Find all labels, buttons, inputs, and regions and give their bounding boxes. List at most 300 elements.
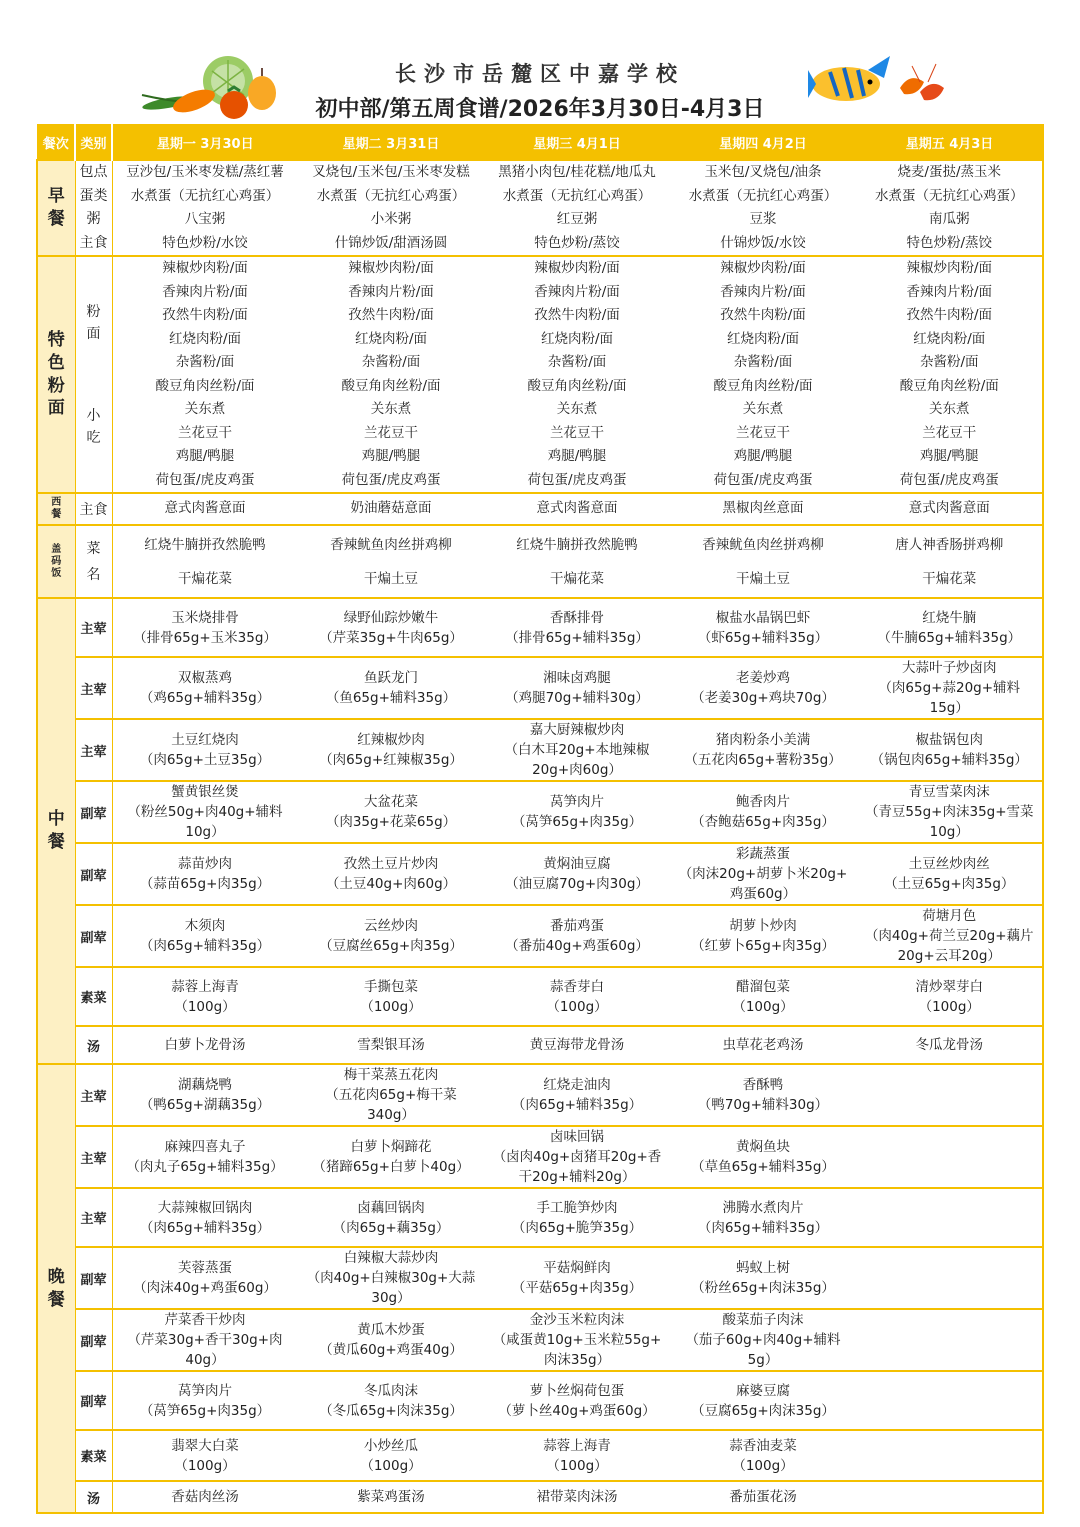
menu-dish: 黄瓜木炒蛋 — [357, 1322, 425, 1338]
menu-dish: 关东煮 — [742, 401, 784, 417]
dinner-cell — [112, 1371, 298, 1430]
dinner-cell — [112, 1430, 298, 1481]
dinner-category: 主荤 — [75, 1188, 112, 1247]
menu-dish: （蒜苗65g+肉35g） — [139, 876, 271, 892]
menu-dish: 双椒蒸鸡 — [178, 670, 232, 686]
dinner-category: 副荤 — [75, 1309, 112, 1371]
lunch-row — [37, 719, 1043, 781]
menu-dish: （粉丝50g+肉40g+辅料 — [127, 804, 283, 820]
menu-dish: 孜然牛肉粉/面 — [348, 307, 434, 323]
menu-dish: 辣椒炒肉粉/面 — [720, 260, 806, 276]
menu-dish: 蟹黄银丝煲 — [171, 784, 239, 800]
menu-dish: （萝卜丝40g+鸡蛋60g） — [498, 1402, 656, 1419]
lunch-category: 素菜 — [75, 967, 112, 1026]
snack-category-label: 小吃 — [86, 407, 101, 446]
col-day-header: 星期二 3月31日 — [298, 125, 484, 161]
menu-dish: 猪肉粉条小美满 — [715, 732, 811, 748]
menu-dish: 鸡腿/鸭腿 — [361, 448, 421, 464]
lunch-row — [37, 905, 1043, 967]
menu-dish: 5g） — [747, 1352, 779, 1368]
dinner-cell — [670, 1247, 856, 1309]
menu-dish: 水煮蛋（无抗红心鸡蛋） — [875, 187, 1024, 204]
menu-dish: （五花肉65g+梅干菜 — [325, 1087, 457, 1103]
menu-dish: （肉40g+白辣椒30g+大蒜 — [306, 1270, 476, 1286]
menu-dish: 绿野仙踪炒嫩牛 — [343, 609, 439, 626]
menu-dish: （莴笋65g+肉35g） — [139, 1402, 271, 1419]
menu-dish: 酸豆角肉丝粉/面 — [527, 377, 627, 394]
menu-dish: （鸭65g+湖藕35g） — [139, 1097, 271, 1113]
menu-dish: 红烧肉粉/面 — [726, 330, 800, 347]
col-meal-header: 餐次 — [37, 125, 75, 161]
menu-dish: 麻辣四喜丸子 — [164, 1139, 246, 1155]
menu-dish: 辣椒炒肉粉/面 — [348, 260, 434, 276]
col-day-header: 星期五 4月3日 — [856, 125, 1043, 161]
lunch-cell — [856, 1026, 1043, 1064]
menu-dish: （鸭70g+辅料30g） — [697, 1097, 829, 1113]
dinner-category: 主荤 — [75, 1064, 112, 1126]
menu-dish: 杂酱粉/面 — [361, 354, 421, 370]
menu-dish: （鱼65g+辅料35g） — [325, 690, 457, 706]
breakfast-row — [37, 160, 1043, 256]
dinner-cell — [856, 1481, 1043, 1513]
col-category-header: 类别 — [75, 125, 112, 161]
menu-dish: 20g+云耳20g） — [897, 948, 1001, 964]
menu-dish: 辣椒炒肉粉/面 — [906, 260, 993, 276]
lunch-category: 主荤 — [75, 719, 112, 781]
lunch-category: 主荤 — [75, 598, 112, 657]
menu-dish: 30g） — [371, 1290, 411, 1306]
menu-dish: （猪蹄65g+白萝卜40g） — [312, 1159, 470, 1175]
lunch-cell — [484, 843, 670, 905]
lunch-cell — [670, 967, 856, 1026]
breakfast-cell — [670, 160, 856, 256]
menu-dish: 关东煮 — [556, 401, 598, 417]
menu-dish: （黄瓜60g+鸡蛋40g） — [319, 1342, 463, 1358]
lunch-cell — [112, 843, 298, 905]
menu-dish: 水煮蛋（无抗红心鸡蛋） — [502, 187, 652, 204]
menu-dish: 包点 — [79, 164, 108, 180]
dinner-cell — [112, 1247, 298, 1309]
menu-dish: 番茄鸡蛋 — [550, 918, 604, 934]
menu-dish: 黄焖鱼块 — [736, 1139, 790, 1155]
menu-dish: （土豆40g+肉60g） — [325, 876, 457, 892]
dinner-row — [37, 1371, 1043, 1430]
menu-dish: 10g） — [185, 824, 225, 840]
lunch-row — [37, 1026, 1043, 1064]
menu-dish: （肉65g+土豆35g） — [139, 752, 271, 768]
menu-dish: 干煸花菜 — [178, 570, 232, 587]
menu-dish: （番茄40g+鸡蛋60g） — [505, 938, 649, 954]
dinner-cell — [298, 1430, 484, 1481]
menu-dish: 香辣肉片粉/面 — [534, 283, 620, 300]
menu-dish: 杂酱粉/面 — [547, 354, 607, 370]
dinner-row — [37, 1126, 1043, 1188]
menu-dish: 兰花豆干 — [736, 424, 790, 441]
menu-dish: 辣椒炒肉粉/面 — [534, 260, 620, 276]
dinner-category: 主荤 — [75, 1126, 112, 1188]
menu-dish: 荷包蛋/虎皮鸡蛋 — [155, 471, 255, 488]
menu-dish: 杂酱粉/面 — [919, 354, 979, 370]
menu-dish: 椒盐水晶锅巴虾 — [715, 609, 811, 626]
menu-dish: （草鱼65g+辅料35g） — [691, 1159, 835, 1175]
menu-dish: 杂酱粉/面 — [733, 354, 793, 370]
lunch-row — [37, 967, 1043, 1026]
menu-dish: 酸豆角肉丝粉/面 — [341, 377, 441, 394]
breakfast-categories — [75, 160, 112, 256]
menu-dish: 酸豆角肉丝粉/面 — [899, 377, 999, 394]
dinner-cell — [484, 1481, 670, 1513]
menu-dish: 卤味回锅 — [550, 1129, 604, 1145]
menu-dish: 荷包蛋/虎皮鸡蛋 — [899, 471, 999, 488]
breakfast-cell — [298, 160, 484, 256]
noodles-cell — [484, 256, 670, 493]
menu-dish: 麻婆豆腐 — [736, 1382, 790, 1399]
lunch-row — [37, 843, 1043, 905]
menu-dish: （杏鲍菇65g+肉35g） — [691, 814, 835, 830]
menu-dish: 香酥排骨 — [550, 609, 604, 626]
menu-dish: 红烧肉粉/面 — [354, 330, 428, 347]
menu-dish: 萝卜丝焖荷包蛋 — [529, 1382, 625, 1399]
lunch-cell — [670, 719, 856, 781]
menu-dish: （青豆55g+肉沫35g+雪菜 — [864, 804, 1034, 820]
menu-dish: 沸腾水煮肉片 — [722, 1199, 804, 1216]
menu-dish: 香辣肉片粉/面 — [348, 283, 434, 300]
lunch-cell — [670, 905, 856, 967]
dinner-cell — [670, 1188, 856, 1247]
dinner-cell — [112, 1188, 298, 1247]
dinner-cell — [484, 1064, 670, 1126]
lunch-cell — [484, 598, 670, 657]
lunch-cell — [484, 905, 670, 967]
menu-dish: 翡翠大白菜 — [171, 1437, 239, 1454]
dinner-category: 副荤 — [75, 1247, 112, 1309]
menu-dish: 香菇肉丝汤 — [171, 1489, 239, 1505]
dinner-cell — [484, 1247, 670, 1309]
breakfast-cell — [112, 160, 298, 256]
menu-dish: 香辣鱿鱼肉丝拼鸡柳 — [702, 536, 824, 553]
menu-dish: 荷包蛋/虎皮鸡蛋 — [527, 471, 627, 488]
western-category: 主食 — [75, 493, 112, 525]
menu-dish: （鸡65g+辅料35g） — [139, 690, 271, 706]
lunch-cell — [112, 905, 298, 967]
lunch-row — [37, 598, 1043, 657]
menu-dish: 兰花豆干 — [922, 424, 977, 441]
menu-dish: （牛腩65g+辅料35g） — [877, 629, 1022, 646]
menu-dish: 香辣肉片粉/面 — [720, 283, 806, 300]
rice-bowl-category: 菜 名 — [75, 525, 112, 598]
menu-dish: 干煸花菜 — [550, 570, 604, 587]
western-cell — [856, 493, 1043, 525]
menu-dish: 梅干菜蒸五花肉 — [343, 1067, 439, 1083]
menu-dish: 唐人神香肠拼鸡柳 — [895, 536, 1004, 553]
lunch-cell — [484, 967, 670, 1026]
menu-dish: 香辣肉片粉/面 — [906, 283, 993, 300]
menu-dish: 冬瓜龙骨汤 — [915, 1037, 983, 1053]
lunch-cell — [484, 719, 670, 781]
menu-dish: 鸡蛋60g） — [729, 886, 797, 902]
menu-dish: （粉丝65g+肉沫35g） — [691, 1280, 835, 1296]
menu-dish: 兰花豆干 — [364, 424, 418, 441]
lunch-row — [37, 781, 1043, 843]
school-name: 长沙市岳麓区中嘉学校 — [395, 62, 685, 86]
menu-dish: （肉65g+辅料35g） — [697, 1219, 829, 1236]
dinner-cell — [298, 1371, 484, 1430]
menu-dish: 杂酱粉/面 — [175, 354, 235, 370]
dinner-row — [37, 1481, 1043, 1513]
menu-dish: （茄子60g+肉40g+辅料 — [685, 1332, 841, 1348]
menu-dish: 意式肉酱意面 — [908, 500, 990, 517]
menu-dish: （100g） — [732, 1457, 794, 1474]
menu-dish: （卤肉40g+卤猪耳20g+香 — [492, 1149, 662, 1165]
dinner-category: 素菜 — [75, 1430, 112, 1481]
menu-dish: 特色炒粉/水饺 — [162, 234, 248, 251]
menu-dish: 红烧牛腩 — [922, 609, 977, 626]
menu-dish: 香酥鸭 — [742, 1077, 784, 1093]
dinner-cell — [112, 1126, 298, 1188]
menu-dish: 莴笋肉片 — [178, 1382, 232, 1399]
menu-dish: （100g） — [360, 1457, 422, 1474]
noodles-row — [37, 256, 1043, 493]
menu-dish: 蚂蚁上树 — [736, 1260, 790, 1276]
lunch-category: 汤 — [75, 1026, 112, 1064]
menu-dish: （100g） — [732, 998, 794, 1015]
fish-shrimp-illustration — [808, 52, 948, 112]
western-cell — [112, 493, 298, 525]
menu-dish: 手撕包菜 — [364, 978, 418, 995]
menu-dish: 番茄蛋花汤 — [729, 1489, 797, 1505]
rice-bowl-cell — [484, 525, 670, 598]
dinner-cell — [484, 1126, 670, 1188]
menu-dish: 烧麦/蛋挞/蒸玉米 — [897, 164, 1002, 180]
menu-title: 初中部/第五周食谱/2026年3月30日-4月3日 — [315, 97, 765, 122]
menu-dish: 蒜蓉上海青 — [543, 1437, 611, 1454]
menu-dish: 红烧肉粉/面 — [168, 330, 242, 347]
menu-dish: 孜然土豆片炒肉 — [343, 856, 439, 872]
dinner-row — [37, 1247, 1043, 1309]
menu-dish: （咸蛋黄10g+玉米粒55g+ — [492, 1332, 662, 1348]
rice-bowl-cell — [670, 525, 856, 598]
menu-dish: 胡萝卜炒肉 — [729, 918, 797, 934]
dinner-cell — [298, 1247, 484, 1309]
menu-dish: （豆腐丝65g+肉35g） — [319, 938, 463, 954]
menu-dish: 醋溜包菜 — [736, 978, 790, 995]
menu-dish: 关东煮 — [184, 401, 226, 417]
dinner-cell — [856, 1371, 1043, 1430]
col-day-header: 星期一 3月30日 — [112, 125, 298, 161]
lunch-cell — [670, 1026, 856, 1064]
menu-dish: （芹菜35g+牛肉65g） — [319, 629, 463, 646]
menu-dish: 土豆丝炒肉丝 — [908, 856, 990, 872]
menu-dish: 椒盐锅包肉 — [915, 732, 983, 748]
menu-dish: 20g+肉60g） — [532, 762, 622, 778]
menu-dish: 蒜苗炒肉 — [178, 856, 232, 872]
lunch-cell — [112, 1026, 298, 1064]
menu-dish: 小炒丝瓜 — [364, 1437, 418, 1454]
menu-dish: 青豆雪菜肉沫 — [908, 784, 990, 800]
dinner-cell — [670, 1064, 856, 1126]
lunch-category: 主荤 — [75, 657, 112, 719]
menu-dish: 荷包蛋/虎皮鸡蛋 — [713, 471, 813, 488]
dinner-row — [37, 1064, 1043, 1126]
dinner-cell — [112, 1481, 298, 1513]
menu-dish: 肉沫35g） — [543, 1352, 611, 1368]
dinner-cell — [298, 1064, 484, 1126]
menu-dish: （肉40g+荷兰豆20g+藕片 — [864, 928, 1034, 944]
menu-dish: （排骨65g+辅料35g） — [505, 629, 649, 646]
dinner-cell — [112, 1309, 298, 1371]
menu-dish: （100g） — [360, 998, 422, 1015]
menu-dish: 主食 — [79, 234, 108, 251]
lunch-row — [37, 657, 1043, 719]
menu-dish: 蒜蓉上海青 — [171, 978, 239, 995]
menu-dish: 15g） — [929, 700, 969, 716]
menu-dish: 木须肉 — [184, 918, 226, 934]
lunch-cell — [112, 967, 298, 1026]
menu-dish: 红豆粥 — [556, 211, 598, 227]
noodles-cell — [112, 256, 298, 493]
lunch-cell — [298, 1026, 484, 1064]
menu-dish: 清炒翠芽白 — [915, 978, 983, 995]
menu-dish: 孜然牛肉粉/面 — [906, 307, 993, 323]
noodles-cell — [670, 256, 856, 493]
dinner-cell — [670, 1126, 856, 1188]
menu-dish: 湖藕烧鸭 — [178, 1077, 232, 1093]
dinner-row — [37, 1188, 1043, 1247]
rice-bowl-cell — [298, 525, 484, 598]
menu-dish: （肉65g+蒜20g+辅料 — [878, 680, 1021, 696]
lunch-cell — [670, 843, 856, 905]
menu-dish: 干煸土豆 — [736, 570, 790, 587]
menu-dish: 红烧牛腩拼孜然脆鸭 — [144, 536, 266, 553]
noodles-categories — [75, 256, 112, 493]
lunch-cell — [856, 781, 1043, 843]
noodles-cell — [298, 256, 484, 493]
menu-dish: 关东煮 — [929, 401, 970, 417]
menu-dish: 嘉大厨辣椒炒肉 — [529, 722, 625, 738]
dinner-cell — [856, 1064, 1043, 1126]
western-cell — [298, 493, 484, 525]
menu-dish: 黄豆海带龙骨汤 — [529, 1037, 625, 1053]
lunch-cell — [112, 657, 298, 719]
lunch-cell — [112, 598, 298, 657]
menu-dish: 特色炒粉/蒸饺 — [534, 234, 620, 251]
menu-dish: 平菇焖鲜肉 — [543, 1260, 611, 1276]
menu-dish: 红烧牛腩拼孜然脆鸭 — [516, 536, 638, 553]
menu-dish: 干煸土豆 — [364, 570, 418, 587]
menu-dish: 蒜香芽白 — [550, 978, 604, 995]
menu-dish: （肉65g+红辣椒35g） — [319, 752, 463, 768]
lunch-cell — [484, 657, 670, 719]
menu-dish: 酸豆角肉丝粉/面 — [713, 377, 813, 394]
menu-dish: 紫菜鸡蛋汤 — [357, 1489, 425, 1505]
menu-dish: 酸菜茄子肉沫 — [722, 1312, 804, 1328]
menu-dish: 兰花豆干 — [178, 424, 232, 441]
rice-bowl-cell — [856, 525, 1043, 598]
menu-dish: 香辣肉片粉/面 — [162, 283, 248, 300]
dinner-cell — [298, 1309, 484, 1371]
menu-dish: 干20g+辅料20g） — [518, 1169, 636, 1185]
menu-dish: （100g） — [546, 998, 608, 1015]
menu-dish: 40g） — [185, 1352, 225, 1368]
lunch-cell — [298, 967, 484, 1026]
breakfast-cell — [484, 160, 670, 256]
western-row — [37, 493, 1043, 525]
menu-dish: （100g） — [546, 1457, 608, 1474]
menu-dish: 黑椒肉丝意面 — [722, 500, 804, 517]
menu-dish: 水煮蛋（无抗红心鸡蛋） — [316, 187, 466, 204]
menu-dish: 虫草花老鸡汤 — [722, 1037, 804, 1053]
menu-dish: 雪梨银耳汤 — [357, 1037, 425, 1053]
menu-dish: 孜然牛肉粉/面 — [534, 307, 620, 323]
menu-dish: （肉沫40g+鸡蛋60g） — [133, 1280, 277, 1296]
menu-dish: 红烧肉粉/面 — [913, 330, 986, 347]
dinner-row — [37, 1430, 1043, 1481]
menu-dish: 卤藕回锅肉 — [357, 1199, 425, 1216]
menu-dish: 340g） — [367, 1107, 415, 1123]
menu-dish: （油豆腐70g+肉30g） — [505, 876, 649, 892]
menu-dish: 粥 — [86, 211, 101, 227]
dinner-cell — [856, 1309, 1043, 1371]
menu-dish: 意式肉酱意面 — [536, 500, 618, 517]
menu-dish: （锅包肉65g+辅料35g） — [870, 752, 1028, 768]
dinner-cell — [856, 1126, 1043, 1188]
menu-dish: 大蒜辣椒回锅肉 — [157, 1199, 253, 1216]
menu-dish: 白萝卜龙骨汤 — [164, 1037, 246, 1053]
dinner-cell — [856, 1247, 1043, 1309]
menu-dish: 鸡腿/鸭腿 — [175, 448, 235, 464]
lunch-cell — [484, 781, 670, 843]
lunch-cell — [298, 657, 484, 719]
dinner-category: 汤 — [75, 1481, 112, 1513]
menu-dish: 八宝粥 — [184, 211, 226, 227]
section-lunch: 中 餐 — [37, 598, 75, 1064]
menu-dish: （老姜30g+鸡块70g） — [691, 690, 835, 706]
menu-dish: （土豆65g+肉35g） — [884, 876, 1015, 892]
col-day-header: 星期三 4月1日 — [484, 125, 670, 161]
lunch-category: 副荤 — [75, 843, 112, 905]
lunch-cell — [484, 1026, 670, 1064]
lunch-cell — [112, 781, 298, 843]
dinner-cell — [670, 1430, 856, 1481]
menu-dish: （肉65g+辅料35g） — [139, 938, 271, 954]
menu-dish: 豆沙包/玉米枣发糕/蒸红薯 — [126, 164, 284, 180]
menu-dish: 干煸花菜 — [922, 570, 977, 587]
menu-dish: 豆浆 — [749, 211, 777, 227]
menu-dish: 什锦炒饭/甜酒汤圆 — [334, 234, 448, 251]
breakfast-cell — [856, 160, 1043, 256]
menu-dish: 荷包蛋/虎皮鸡蛋 — [341, 471, 441, 488]
menu-dish: 辣椒炒肉粉/面 — [162, 260, 248, 276]
menu-dish: 芙蓉蒸蛋 — [178, 1260, 232, 1276]
rice-bowl-cell — [112, 525, 298, 598]
menu-dish: （肉65g+辅料35g） — [139, 1219, 271, 1236]
menu-dish: （肉65g+辅料35g） — [511, 1097, 643, 1113]
menu-dish: （豆腐65g+肉沫35g） — [691, 1402, 835, 1419]
menu-dish: 芹菜香干炒肉 — [164, 1312, 246, 1328]
menu-dish: 云丝炒肉 — [364, 918, 418, 934]
menu-dish: 土豆红烧肉 — [171, 732, 239, 748]
lunch-category: 副荤 — [75, 781, 112, 843]
menu-dish: 鱼跃龙门 — [364, 670, 418, 686]
menu-dish: 香辣鱿鱼肉丝拼鸡柳 — [330, 536, 452, 553]
lunch-category: 副荤 — [75, 905, 112, 967]
col-day-header: 星期四 4月2日 — [670, 125, 856, 161]
dinner-cell — [670, 1371, 856, 1430]
lunch-cell — [856, 843, 1043, 905]
menu-dish: 小米粥 — [370, 211, 412, 227]
weekly-menu-table — [36, 124, 1044, 1514]
header — [0, 0, 1080, 124]
